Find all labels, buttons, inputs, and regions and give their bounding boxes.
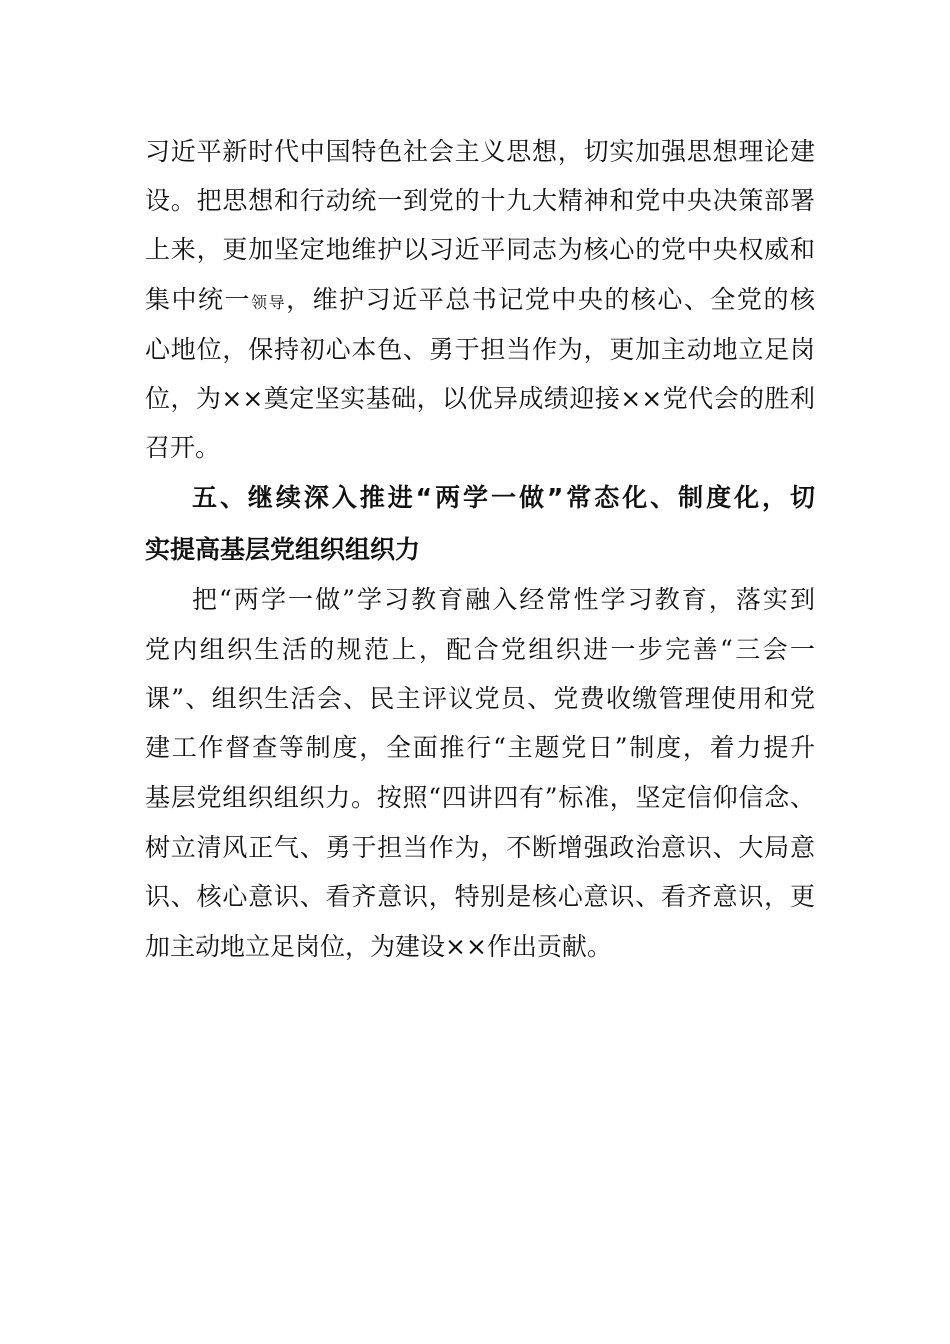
paragraph-1-line-4-text-b: ，维护习近平总书记党中央的核心、全党的核 [286, 285, 815, 314]
paragraph-2-line-8: 加主动地立足岗位，为建设××作出贡献。 [145, 932, 612, 961]
paragraph-2-line-3: 课”、组织生活会、民主评议党员、党费收缴管理使用和党 [145, 684, 815, 713]
paragraph-2-line-1: 把“两学一做”学习教育融入经常性学习教育，落实到 [192, 585, 815, 614]
paragraph-1-line-4-small-text: 领导 [251, 293, 287, 312]
paragraph-1-line-1: 习近平新时代中国特色社会主义思想，切实加强思想理论建 [145, 137, 815, 166]
paragraph-2-line-2: 党内组织生活的规范上，配合党组织进一步完善“三会一 [145, 635, 815, 664]
paragraph-1-line-4 [145, 285, 815, 318]
paragraph-1-line-6: 位，为××奠定坚实基础，以优异成绩迎接××党代会的胜利 [145, 384, 815, 413]
paragraph-2-line-4: 建工作督查等制度，全面推行“主题党日”制度，着力提升 [145, 733, 815, 762]
paragraph-1-line-2: 设。把思想和行动统一到党的十九大精神和党中央决策部署 [145, 186, 815, 215]
paragraph-1-line-5: 心地位，保持初心本色、勇于担当作为，更加主动地立足岗 [145, 335, 815, 364]
section-heading-5-line-2: 实提高基层党组织组织力 [145, 535, 421, 564]
section-heading-5-line-1: 五、继续深入推进“两学一做”常态化、制度化，切 [192, 483, 815, 512]
paragraph-1-line-4-text-a: 集中统一 [145, 285, 252, 314]
paragraph-2-line-6: 树立清风正气、勇于担当作为，不断增强政治意识、大局意 [145, 833, 815, 862]
paragraph-2-line-7: 识、核心意识、看齐意识，特别是核心意识、看齐意识，更 [145, 882, 815, 911]
paragraph-1-line-3: 上来，更加坚定地维护以习近平同志为核心的党中央权威和 [145, 235, 815, 264]
paragraph-1-line-7: 召开。 [145, 433, 221, 462]
paragraph-2-line-5: 基层党组织组织力。按照“四讲四有”标准，坚定信仰信念、 [145, 783, 815, 812]
